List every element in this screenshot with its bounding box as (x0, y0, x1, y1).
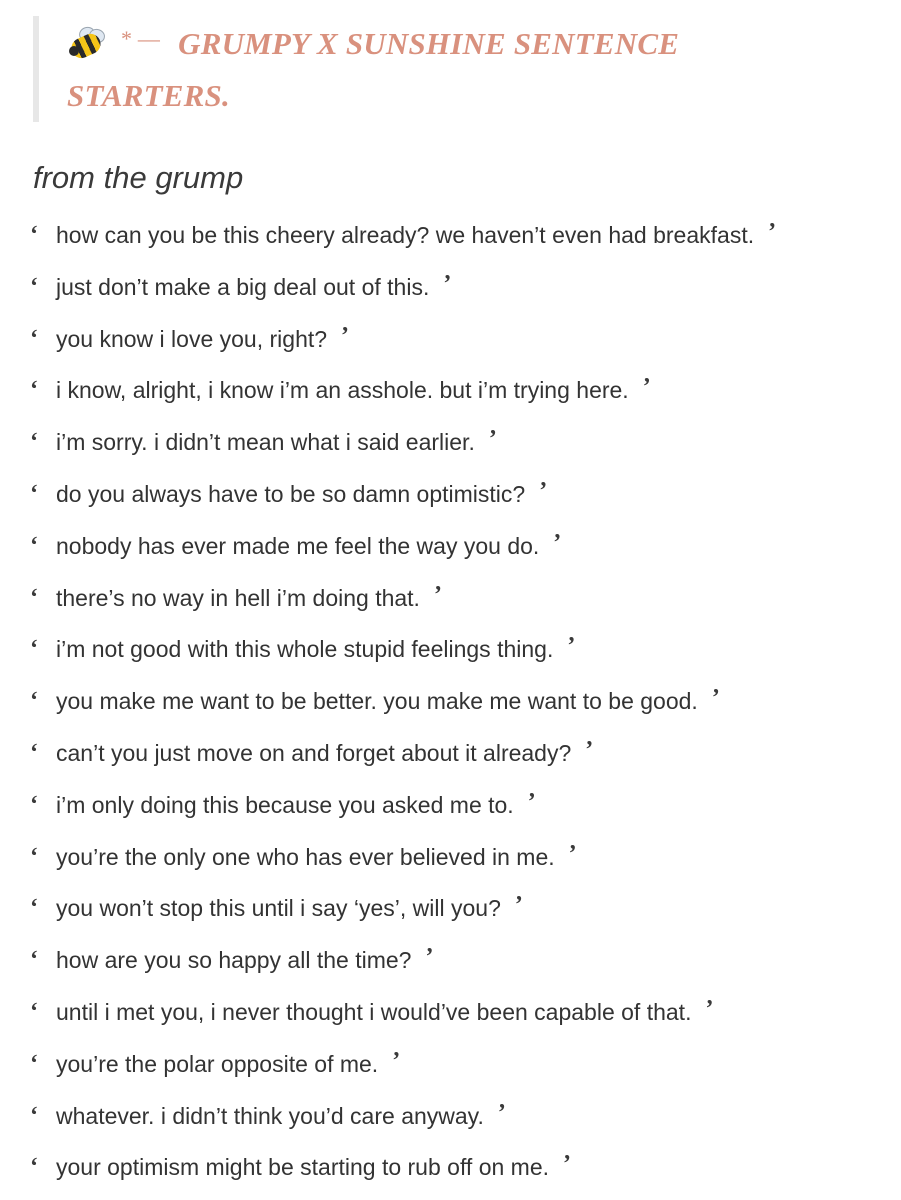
open-quote-mark: ‘ (30, 947, 38, 974)
starter-text: you’re the polar opposite of me. (56, 1050, 379, 1077)
starter-item (30, 624, 890, 676)
starter-text: just don’t make a big deal out of this. (56, 273, 430, 300)
starter-text: i’m sorry. i didn’t mean what i said earlier. (56, 429, 475, 456)
open-quote-mark: ‘ (30, 1154, 38, 1181)
starter-text: can’t you just move on and forget about it already? (56, 739, 572, 766)
starter-text: until i met you, i never thought i would’ve been capable of that. (56, 998, 692, 1025)
starter-text: how are you so happy all the time? (56, 947, 412, 974)
close-quote-mark: ’ (425, 944, 434, 971)
starter-item (30, 883, 890, 935)
open-quote-mark: ‘ (30, 273, 38, 300)
open-quote-mark: ‘ (30, 325, 38, 352)
starter-text: whatever. i didn’t think you’d care anyway. (56, 1102, 484, 1129)
starter-item (30, 521, 890, 573)
starter-text: your optimism might be starting to rub off on me. (56, 1154, 550, 1181)
close-quote-mark: ’ (563, 1151, 572, 1178)
starter-item (30, 469, 890, 521)
starter-text: i’m only doing this because you asked me to. (56, 791, 514, 818)
open-quote-mark: ‘ (30, 480, 38, 507)
open-quote-mark: ‘ (30, 584, 38, 611)
open-quote-mark: ‘ (30, 688, 38, 715)
starter-item (30, 262, 890, 314)
close-quote-mark: ’ (539, 477, 548, 504)
close-quote-mark: ’ (527, 788, 536, 815)
starter-text: i’m not good with this whole stupid feelings thing. (56, 636, 554, 663)
close-quote-mark: ’ (514, 892, 523, 919)
starter-text: you won’t stop this until i say ‘yes’, will you? (56, 895, 501, 922)
starter-text: nobody has ever made me feel the way you do. (56, 532, 540, 559)
open-quote-mark: ‘ (30, 377, 38, 404)
starter-text: you’re the only one who has ever believed in me. (56, 843, 555, 870)
open-quote-mark: ‘ (30, 895, 38, 922)
close-quote-mark: ’ (705, 995, 714, 1022)
open-quote-mark: ‘ (30, 791, 38, 818)
close-quote-mark: ’ (768, 219, 777, 245)
close-quote-mark: ’ (642, 374, 651, 401)
title-blockquote (33, 16, 819, 122)
starter-item (30, 987, 890, 1039)
starter-item (30, 780, 890, 832)
open-quote-mark: ‘ (30, 1102, 38, 1129)
close-quote-mark: ’ (392, 1047, 401, 1074)
open-quote-mark: ‘ (30, 429, 38, 456)
open-quote-mark: ‘ (30, 1050, 38, 1077)
open-quote-mark: ‘ (30, 532, 38, 559)
starter-item (30, 314, 890, 366)
close-quote-mark: ’ (497, 1099, 506, 1126)
starter-item (30, 1091, 890, 1143)
starter-text: you know i love you, right? (56, 325, 328, 352)
starter-item (30, 417, 890, 469)
open-quote-mark: ‘ (30, 222, 38, 248)
starter-text: there’s no way in hell i’m doing that. (56, 584, 420, 611)
starter-item (30, 365, 890, 417)
starter-list (30, 210, 890, 1194)
starter-item (30, 573, 890, 625)
close-quote-mark: ’ (711, 685, 720, 712)
close-quote-mark: ’ (568, 840, 577, 867)
starter-text: i know, alright, i know i’m an asshole. but i’m trying here. (56, 377, 629, 404)
section-heading: from the grump (33, 160, 244, 195)
starter-text: how can you be this cheery already? we haven’t even had breakfast. (56, 222, 755, 248)
starter-text: you make me want to be better. you make me want to be good. (56, 688, 698, 715)
bee-icon (67, 26, 107, 60)
starter-item (30, 1039, 890, 1091)
title-prefix: * — (121, 26, 161, 51)
title-line-2: STARTERS. (67, 78, 230, 113)
close-quote-mark: ’ (567, 633, 576, 660)
close-quote-mark: ’ (433, 581, 442, 608)
close-quote-mark: ’ (553, 529, 562, 556)
starter-item (30, 1142, 890, 1194)
close-quote-mark: ’ (488, 426, 497, 453)
open-quote-mark: ‘ (30, 739, 38, 766)
starter-item (30, 210, 890, 262)
close-quote-mark: ’ (585, 736, 594, 763)
starter-item (30, 728, 890, 780)
starter-item (30, 832, 890, 884)
starter-item (30, 935, 890, 987)
close-quote-mark: ’ (443, 270, 452, 297)
open-quote-mark: ‘ (30, 636, 38, 663)
starter-text: do you always have to be so damn optimistic? (56, 480, 526, 507)
starter-item (30, 676, 890, 728)
open-quote-mark: ‘ (30, 843, 38, 870)
title-line-1 (67, 26, 679, 62)
close-quote-mark: ’ (341, 322, 350, 349)
open-quote-mark: ‘ (30, 998, 38, 1025)
title-text-1: GRUMPY X SUNSHINE SENTENCE (178, 26, 680, 61)
